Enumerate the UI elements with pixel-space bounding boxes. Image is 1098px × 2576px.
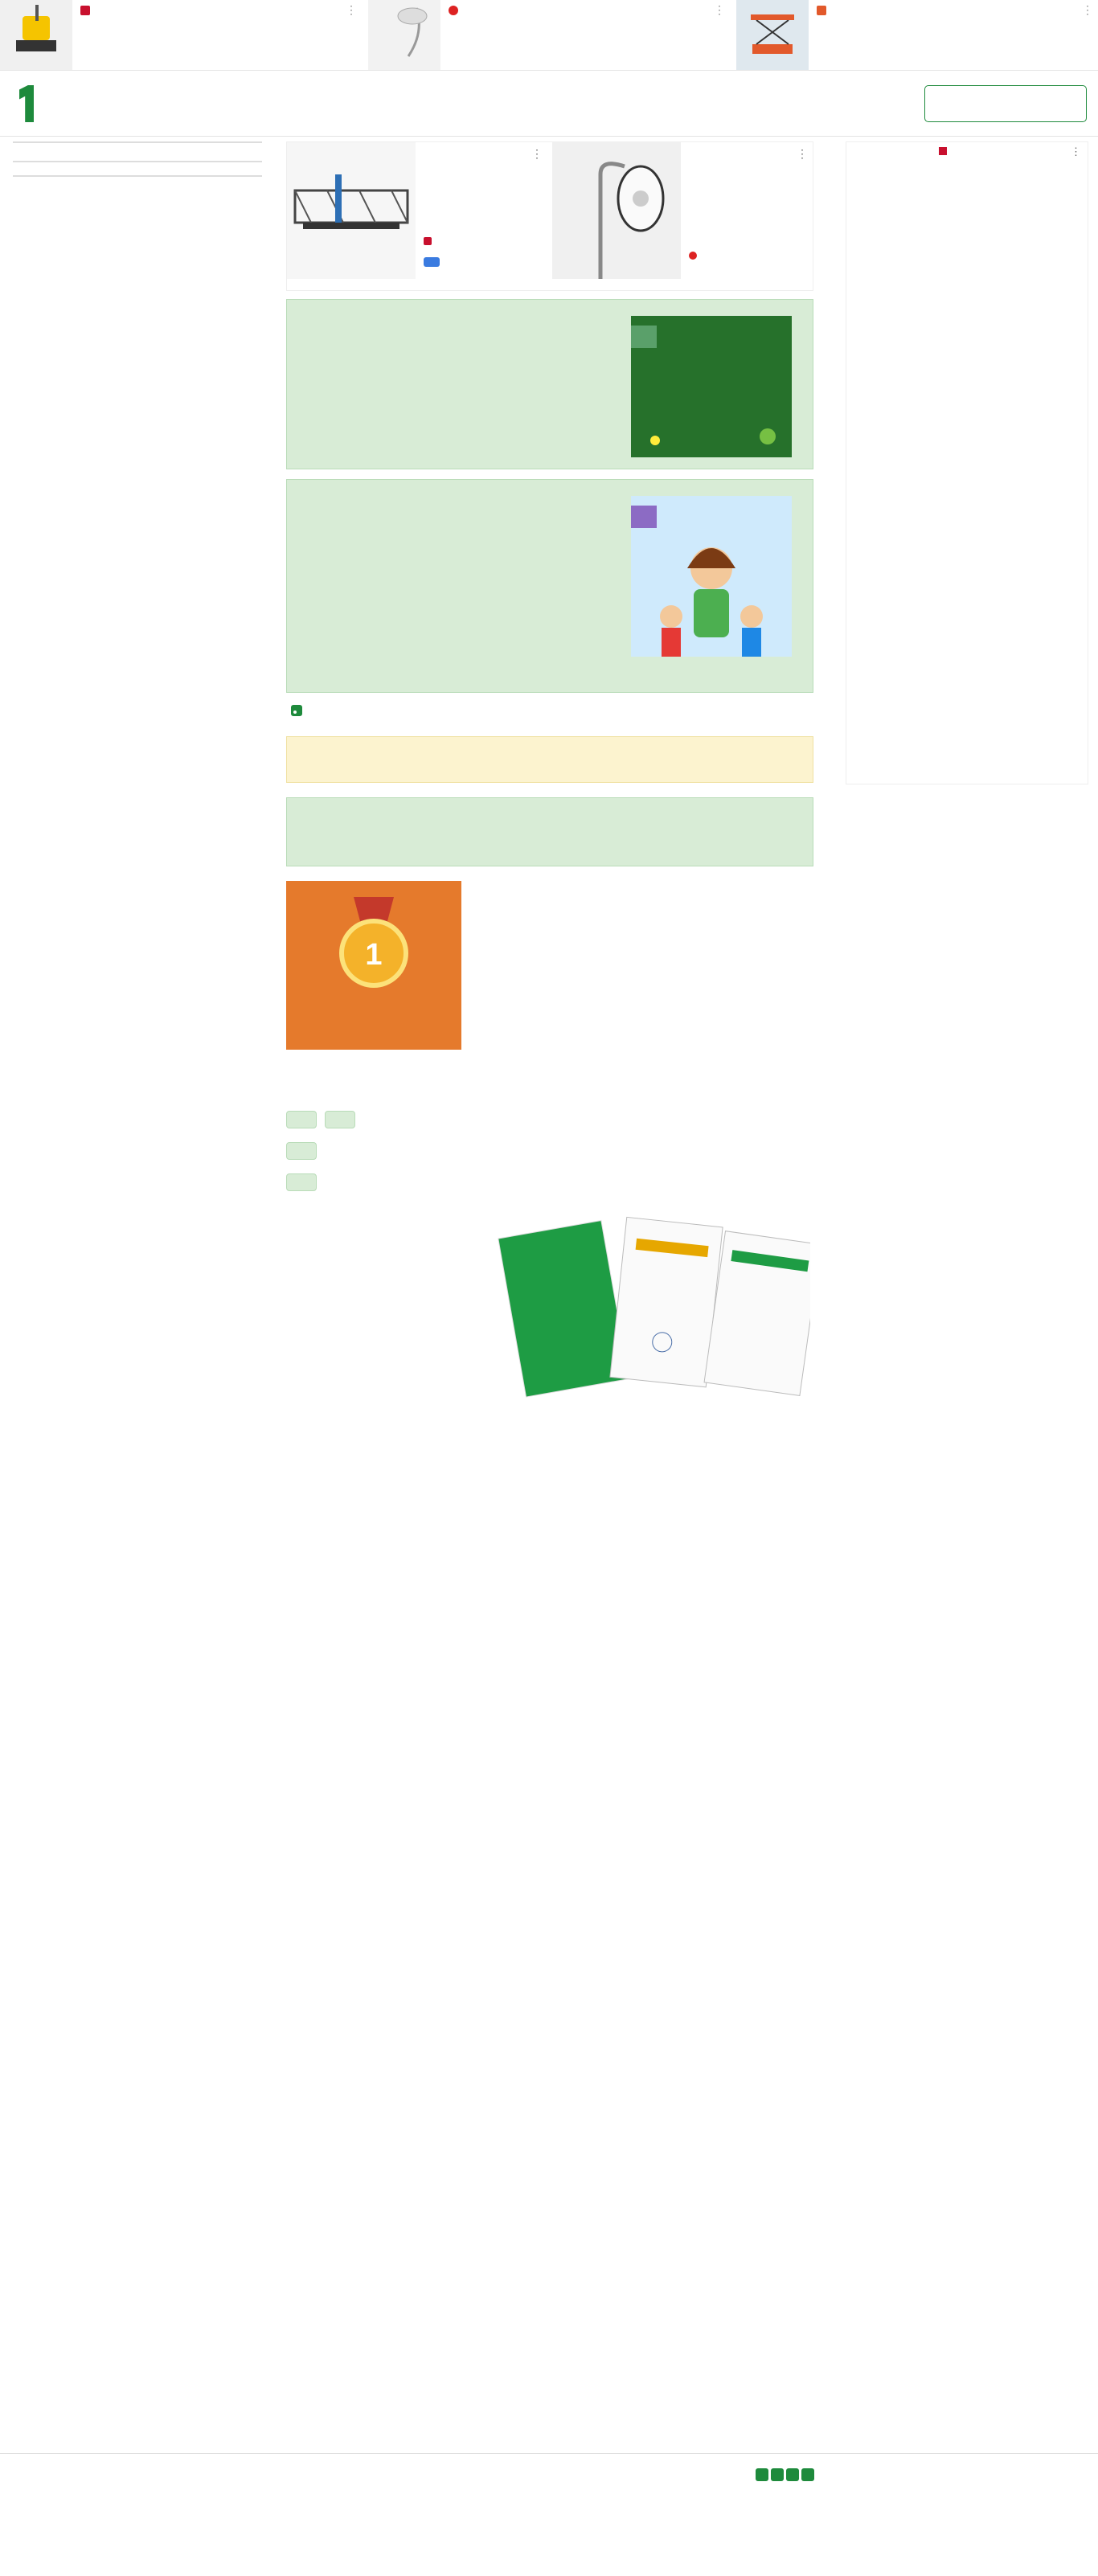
lode-logo-icon (689, 252, 697, 260)
diplomas-image (497, 1205, 810, 1414)
right-ad-products[interactable] (846, 141, 1088, 784)
sidebar-extra-sections (13, 175, 262, 177)
youtube-icon[interactable] (786, 2468, 799, 2481)
participate-button-wrap (286, 1173, 813, 1194)
more-icon[interactable]: ⋮ (346, 3, 357, 16)
stats-box (286, 797, 813, 866)
social-icons (756, 2468, 814, 2488)
ad-image (0, 0, 72, 71)
ad-image (287, 142, 416, 279)
footer-info (170, 2467, 701, 2478)
promo-first-grade (286, 479, 813, 693)
main-content (286, 141, 813, 1673)
inolta-logo-icon (424, 237, 432, 245)
liftmann-logo-icon (817, 6, 826, 15)
ad-image (368, 0, 440, 71)
more-icon[interactable]: ⋮ (531, 147, 543, 160)
publication-rules-button[interactable] (286, 1111, 317, 1128)
sidebar (13, 141, 262, 182)
contest-conditions-button[interactable] (286, 1142, 317, 1160)
ad-source (424, 237, 435, 247)
participate-contest-button[interactable] (286, 1173, 317, 1191)
rss-icon[interactable] (291, 705, 302, 716)
new-publications-title (286, 702, 813, 720)
promo-knowledge-day (286, 299, 813, 469)
forum-section (286, 881, 813, 1108)
publish-work-button[interactable] (924, 85, 1087, 122)
promo-tag (631, 506, 657, 528)
ad-source (689, 252, 700, 261)
telegram-icon[interactable] (801, 2468, 814, 2481)
center-ad-2[interactable] (552, 142, 813, 279)
contest-results-banner[interactable] (286, 881, 461, 1050)
site-header (0, 72, 1098, 137)
ok-icon[interactable] (771, 2468, 784, 2481)
conditions-button-wrap (286, 1142, 813, 1162)
sidebar-sections (13, 161, 262, 162)
logo-one-icon (19, 85, 34, 122)
inolta-logo-icon (939, 147, 947, 155)
more-icon[interactable]: ⋮ (797, 147, 808, 160)
advantages-section (286, 1211, 813, 1661)
svg-text:1: 1 (365, 938, 383, 972)
more-icon[interactable]: ⋮ (714, 3, 725, 16)
sidebar-top-links (13, 141, 262, 143)
promo-image (631, 496, 792, 657)
lode-logo-icon (449, 6, 458, 15)
sidebar-sections-title (13, 148, 262, 161)
more-icon[interactable]: ⋮ (1071, 145, 1081, 158)
center-ad-1[interactable] (287, 142, 547, 279)
vk-icon[interactable] (756, 2468, 768, 2481)
site-logo[interactable] (19, 85, 212, 125)
publish-work-button-2[interactable] (325, 1111, 355, 1128)
top-ad-banner (0, 0, 1098, 71)
ad-source (939, 145, 950, 158)
promo-tag (631, 326, 657, 348)
rules-buttons (286, 1111, 813, 1131)
more-icon[interactable]: ⋮ (1082, 3, 1093, 16)
top-ad-1[interactable] (0, 0, 362, 71)
right-column (846, 141, 1088, 784)
details-button[interactable] (424, 257, 440, 267)
ad-image (736, 0, 809, 71)
top-ad-3[interactable] (736, 0, 1098, 71)
center-ad-block (286, 141, 813, 291)
festival-summary-box (286, 736, 813, 783)
promo-image (631, 316, 792, 457)
site-footer (0, 2453, 1098, 2576)
inolta-logo-icon (80, 6, 90, 15)
ad-image (552, 142, 681, 279)
top-ad-2[interactable] (368, 0, 730, 71)
footer-links (756, 2467, 814, 2488)
